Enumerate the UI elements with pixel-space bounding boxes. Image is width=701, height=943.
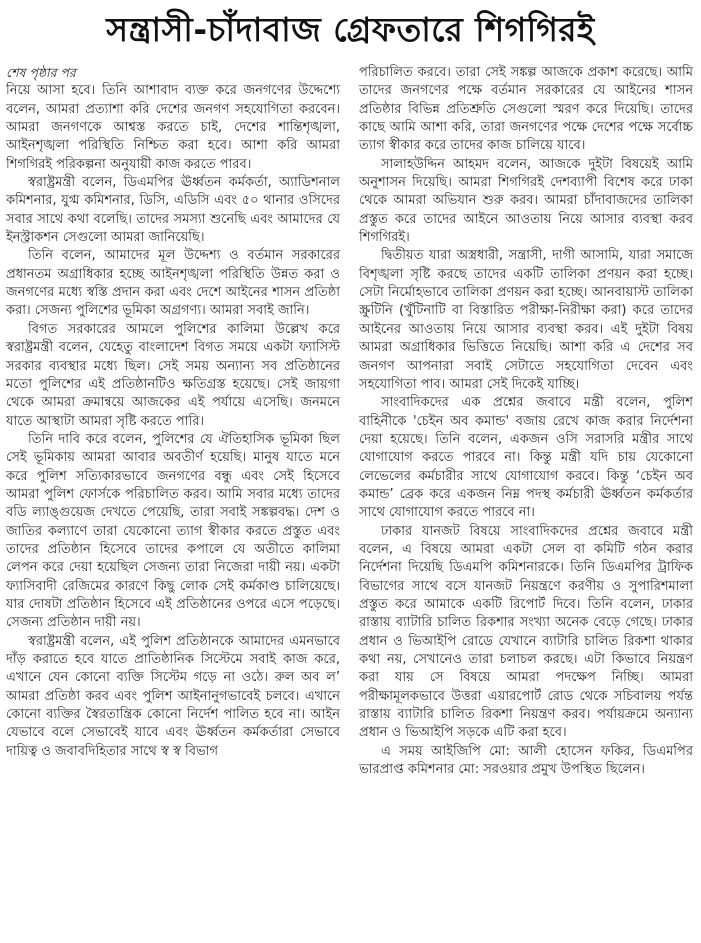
paragraph: স্বরাষ্ট্রমন্ত্রী বলেন, ডিএমপির ঊর্ধ্বতন কর্মকর্তা, অ্যাডিশনাল কমিশনার, যুগ্ম কমিশনার, ডিসি, এডিসি এবং ৫০ থানার ওসিদের সবার সাথে কথা বলেছি। তাদের সমস্যা শুনেছি এবং আমাদের যে ইনস্ট্রাকশন সেগুলো আমরা জানিয়েছি। [6, 175, 340, 246]
paragraph: পরিচালিত করবে। তারা সেই সঙ্কল্প আজকে প্রকাশ করেছে। আমি তাদের জনগণের পক্ষে বর্তমান সরকারের যে আইনের শাসন প্রতিষ্ঠার বিভিন্ন প্রতিশ্রুতি সেগুলো স্মরণ করে দিয়েছি। তাদের কাছে আমি আশা করি, তারা জনগণের পক্ষে দেশের পক্ষে সর্বোচ্চ ত্যাগ স্বীকার করে তাদের কাজ চালিয়ে যাবে। [359, 65, 693, 154]
paragraph: ঢাকার যানজট বিষয়ে সাংবাদিকদের প্রশ্নের জবাবে মন্ত্রী বলেন, এ বিষয়ে আমরা একটা সেল বা কমিটি গঠন করার নির্দেশনা দিয়েছি ডিএমপি কমিশনারকে। তিনি ডিএমপির ট্রাফিক বিভাগের সাথে বসে যানজট নিয়ন্ত্রণে করণীয় ও সুপারিশমালা প্রস্তুত করে আমাকে একটি রিপোর্ট দিবে। তিনি বলেন, ঢাকার রাস্তায় ব্যাটারি চালিত রিকশার সংখ্যা অনেক বেড়ে গেছে। ঢাকার প্রধান ও ভিআইপি রোডে যেখানে ব্যাটারি চালিত রিকশা থাকার কথা নয়, সেখানেও তারা চলাচল করছে। এটা কিভাবে নিয়ন্ত্রণ করা যায় সে বিষয়ে আমরা পদক্ষেপ নিচ্ছি। আমরা পরীক্ষামূলকভাবে উত্তরা এয়ারপোর্ট রোড থেকে সচিবালয় পর্যন্ত রাস্তায় ব্যাটারি চালিত রিকশা নিয়ন্ত্রণ করব। পর্যায়ক্রমে অন্যান্য প্রধান ও ভিআইপি সড়কে এটি করা হবে। [359, 523, 693, 741]
paragraph: নিয়ে আসা হবে। তিনি আশাবাদ ব্যক্ত করে জনগণের উদ্দেশ্যে বলেন, আমরা প্রত্যাশা করি দেশের জনগণ সহযোগিতা করবেন। আমরা জনগণকে আশ্বস্ত করতে চাই, দেশের শান্তিশৃঙ্খলা, আইনশৃঙ্খলা পরিস্থিতি নিশ্চিত করা হবে। আশা করি আমরা শিগগিরই পরিকল্পনা অনুযায়ী কাজ করতে পারব। [6, 83, 340, 172]
article-column-left [6, 64, 340, 761]
continued-from-label: শেষ পৃষ্ঠার পর [6, 65, 76, 80]
paragraph: তিনি বলেন, আমাদের মূল উদ্দেশ্য ও বর্তমান সরকারের প্রধানতম অগ্রাধিকার হচ্ছে আইনশৃঙ্খলা পরিস্থিতি উন্নত করা ও জনগণের মধ্যে স্বস্তি প্রদান করা এবং দেশে আইনের শাসন প্রতিষ্ঠা করা। সেজন্য পুলিশের ভূমিকা অগ্রগণ্য। আমরা সবাই জানি। [6, 248, 340, 319]
paragraph: সালাহউদ্দিন আহমদ বলেন, আজকে দুইটা বিষয়েই আমি অনুশাসন দিয়েছি। আমরা শিগগিরই দেশব্যাপী বিশেষ করে ঢাকা থেকে আমরা অভিযান শুরু করব। আমরা চাঁদাবাজদের তালিকা প্রস্তুত করে তাদের আইনে আওতায় নিয়ে আসার ব্যবস্থা করব শিগগিরই। [359, 156, 693, 246]
paragraph: স্বরাষ্ট্রমন্ত্রী বলেন, এই পুলিশ প্রতিষ্ঠানকে আমাদের এমনভাবে দাঁড় করাতে হবে যাতে প্রাতিষ্ঠানিক সিস্টেমে সবাই কাজ করে, এখানে যেন কোনো ব্যক্তি সিস্টেম গড়ে না ওঠে। রুল অব ল’ আমরা প্রতিষ্ঠা করব এবং পুলিশ আইনানুগভাবেই চলবে। এখানে কোনো ব্যক্তির স্বৈরতান্ত্রিক কোনো নির্দেশ পালিত হবে না। আইন যেভাবে বলে সেভাবেই যাবে এবং ঊর্ধ্বতন কর্মকর্তারা সেভাবে দায়িত্ব ও জবাবদিহিতার সাথে স্ব স্ব বিভাগ [6, 633, 340, 759]
paragraph: সাংবাদিকদের এক প্রশ্নের জবাবে মন্ত্রী বলেন, পুলিশ বাহিনীকে 'চেইন অব কমান্ড' বজায় রেখে কাজ করার নির্দেশনা দেয়া হয়েছে। তিনি বলেন, একজন ওসি সরাসরি মন্ত্রীর সাথে যোগাযোগ করতে পারবে না। কিন্তু মন্ত্রী যদি চায় যেকোনো লেভেলের কর্মচারীর সাথে যোগাযোগ করবে। কিন্তু ‘চেইন অব কমান্ড’ ব্রেক করে একজন নিম্ন পদস্থ কর্মচারী ঊর্ধ্বতন কর্মকর্তার সাথে যোগাযোগ করতে পারবে না। [359, 395, 693, 521]
paragraph: এ সময় আইজিপি মো: আলী হোসেন ফকির, ডিএমপির ভারপ্রাপ্ত কমিশনার মো: সরওয়ার প্রমুখ উপস্থিত ছিলেন। [359, 743, 693, 778]
paragraph: তিনি দাবি করে বলেন, পুলিশের যে ঐতিহাসিক ভূমিকা ছিল সেই ভূমিকায় আমরা আবার অবতীর্ণ হয়েছি। মানুষ যাতে মনে করে পুলিশ সত্যিকারভাবে জনগণের বন্ধু এবং সেই হিসেবে আমরা পুলিশ ফোর্সকে পরিচালিত করব। আমি সবার মধ্যে তাদের বডি ল্যাঙ্গুয়েজ দেখতে পেয়েছি, তারা সবাই সঙ্কল্পবদ্ধ। দেশ ও জাতির কল্যাণে তারা যেকোনো ত্যাগ স্বীকার করতে প্রস্তুত এবং তাদের প্রতিষ্ঠান হিসেবে তাদের কপালে যে অতীতে কালিমা লেপন করে দেয়া হয়েছিল সেজন্য তারা নিজেরা দায়ী নয়। একটা ফ্যাসিবাদী রেজিমের কারণে কিছু লোক সেই কর্মকাণ্ড চালিয়েছে। যার দোষটা প্রতিষ্ঠান হিসেবে এই প্রতিষ্ঠানের ওপরে এসে পড়েছে। সেজন্য প্রতিষ্ঠান দায়ী নয়। [6, 431, 340, 631]
paragraph: দ্বিতীয়ত যারা অস্ত্রধারী, সন্ত্রাসী, দাগী আসামি, যারা সমাজে বিশৃঙ্খলা সৃষ্টি করছে তাদের একটি তালিকা প্রণয়ন করা হচ্ছে। সেটা নির্মোহভাবে তালিকা প্রণয়ন করা হচ্ছে। আনবায়াস্ট তালিকা স্ক্রুটিনি (খুঁটিনাটি বা বিস্তারিত পরীক্ষা-নিরীক্ষা করা) করে তাদের আইনের আওতায় নিয়ে আসার ব্যবস্থা করব। এই দুইটা বিষয় আমরা অগ্রাধিকার ভিত্তিতে নিয়েছি। আশা করি এ দেশের সব জনগণ আপনারা সবাই সেটাতে সহযোগিতা দেবেন এবং সহযোগিতা পাব। আমরা সেই দিকেই যাচ্ছি। [359, 248, 693, 392]
article-column-right [359, 64, 693, 779]
paragraph: বিগত সরকারের আমলে পুলিশের কালিমা উল্লেখ করে স্বরাষ্ট্রমন্ত্রী বলেন, যেহেতু বাংলাদেশ বিগত সময়ে একটা ফ্যাসিস্ট সরকার ব্যবস্থার মধ্যে ছিল। সেই সময় অন্যান্য সব প্রতিষ্ঠানের মতো পুলিশের এই প্রতিষ্ঠানটিও ক্ষতিগ্রস্ত হয়েছে। সেই জায়গা থেকে আমরা ক্রমান্বয়ে আজকের এই পর্যায়ে এসেছি। জনমনে যাতে আস্থাটা আমরা সৃষ্টি করতে পারি। [6, 321, 340, 429]
headline: সন্ত্রাসী-চাঁদাবাজ গ্রেফতারে শিগগিরই [106, 10, 595, 49]
